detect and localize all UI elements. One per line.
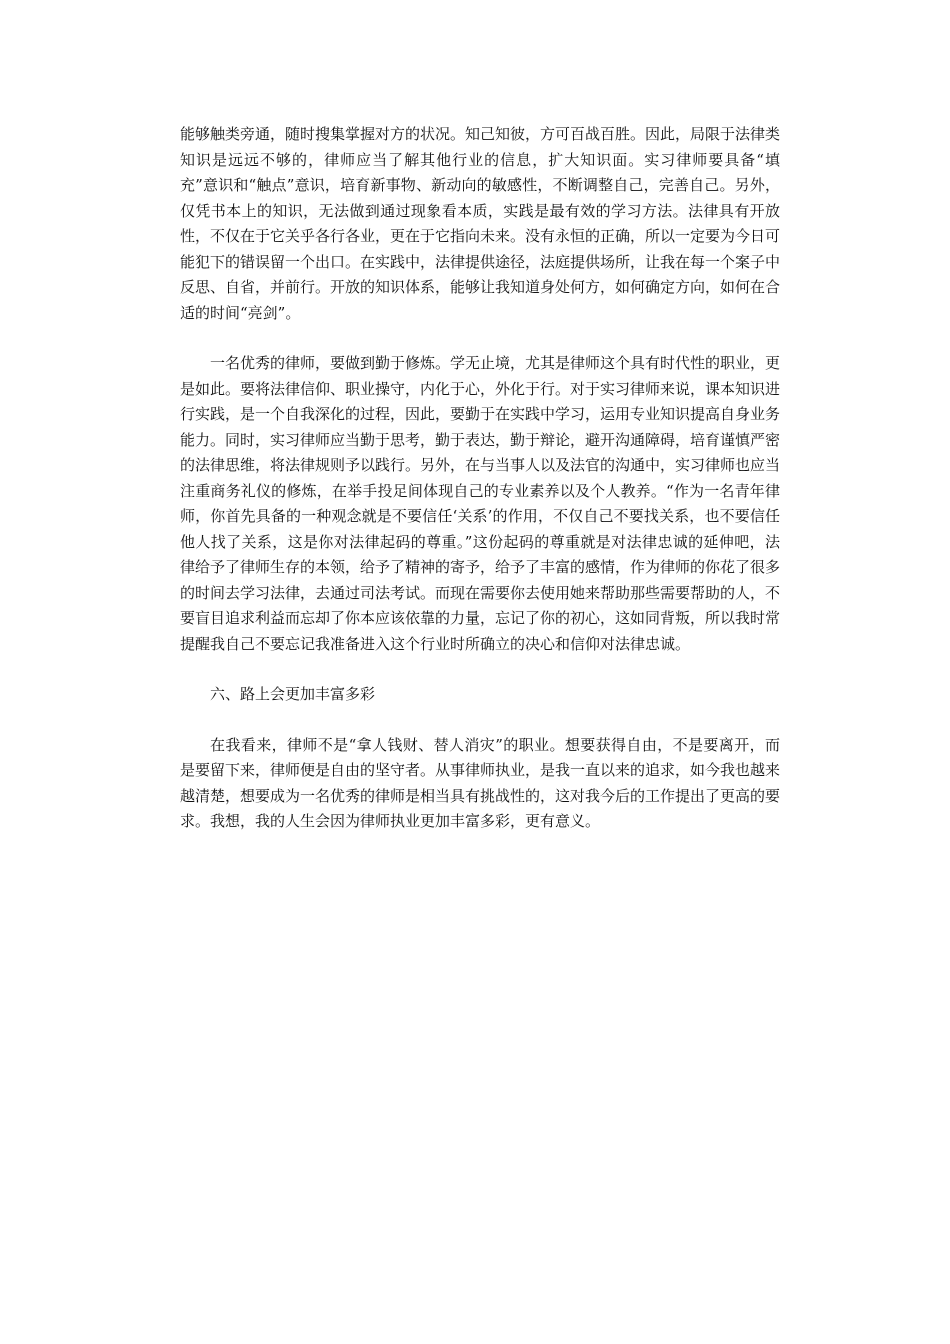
section-heading: 六、路上会更加丰富多彩 xyxy=(210,685,376,703)
paragraph-cultivation: 一名优秀的律师，要做到勤于修炼。学无止境，尤其是律师这个具有时代性的职业，更是如此。要将法律信仰、职业操守，内化于心，外化于行。对于实习律师来说，课本知识进行实践，是一个自我深化的过程，因此，要勤于在实践中学习，运用专业知识提高自身业务能力。同时，实习律师应当勤于思考，勤于表达，勤于辩论，避开沟通障碍，培育谨慎严密的法律思维，将法律规则予以践行。另外，在与当事人以及法官的沟通中，实习律师也应当注重商务礼仪的修炼，在举手投足间体现自己的专业素养以及个人教养。“作为一名青年律师，你首先具备的一种观念就是不要信任‘关系’的作用，不仅自己不要找关系，也不要信任他人找了关系，这是你对法律起码的尊重。”这份起码的尊重就是对法律忠诚的延伸吧，法律给予了律师生存的本领，给予了精神的寄予，给予了丰富的感情，作为律师的你花了很多的时间去学习法律，去通过司法考试。而现在需要你去使用她来帮助那些需要帮助的人，不要盲目追求利益而忘却了你本应该依靠的力量，忘记了你的初心，这如同背叛，所以我时常提醒我自己不要忘记我准备进入这个行业时所确立的决心和信仰对法律忠诚。 xyxy=(180,354,781,653)
document-body xyxy=(180,122,780,860)
paragraph-knowledge: 能够触类旁通，随时搜集掌握对方的状况。知己知彼，方可百战百胜。因此，局限于法律类知识是远远不够的，律师应当了解其他行业的信息，扩大知识面。实习律师要具备“填充”意识和“触点”意识，培育新事物、新动向的敏感性，不断调整自己，完善自己。另外，仅凭书本上的知识，无法做到通过现象看本质，实践是最有效的学习方法。法律具有开放性，不仅在于它关乎各行各业，更在于它指向未来。没有永恒的正确，所以一定要为今日可能犯下的错误留一个出口。在实践中，法律提供途径，法庭提供场所，让我在每一个案子中反思、自省，并前行。开放的知识体系，能够让我知道身处何方，如何确定方向，如何在合适的时间“亮剑”。 xyxy=(180,125,781,322)
paragraph-conclusion: 在我看来，律师不是“拿人钱财、替人消灾”的职业。想要获得自由，不是要离开，而是要留下来，律师便是自由的坚守者。从事律师执业，是我一直以来的追求，如今我也越来越清楚，想要成为一名优秀的律师是相当具有挑战性的，这对我今后的工作提出了更高的要求。我想，我的人生会因为律师执业更加丰富多彩，更有意义。 xyxy=(180,735,781,830)
